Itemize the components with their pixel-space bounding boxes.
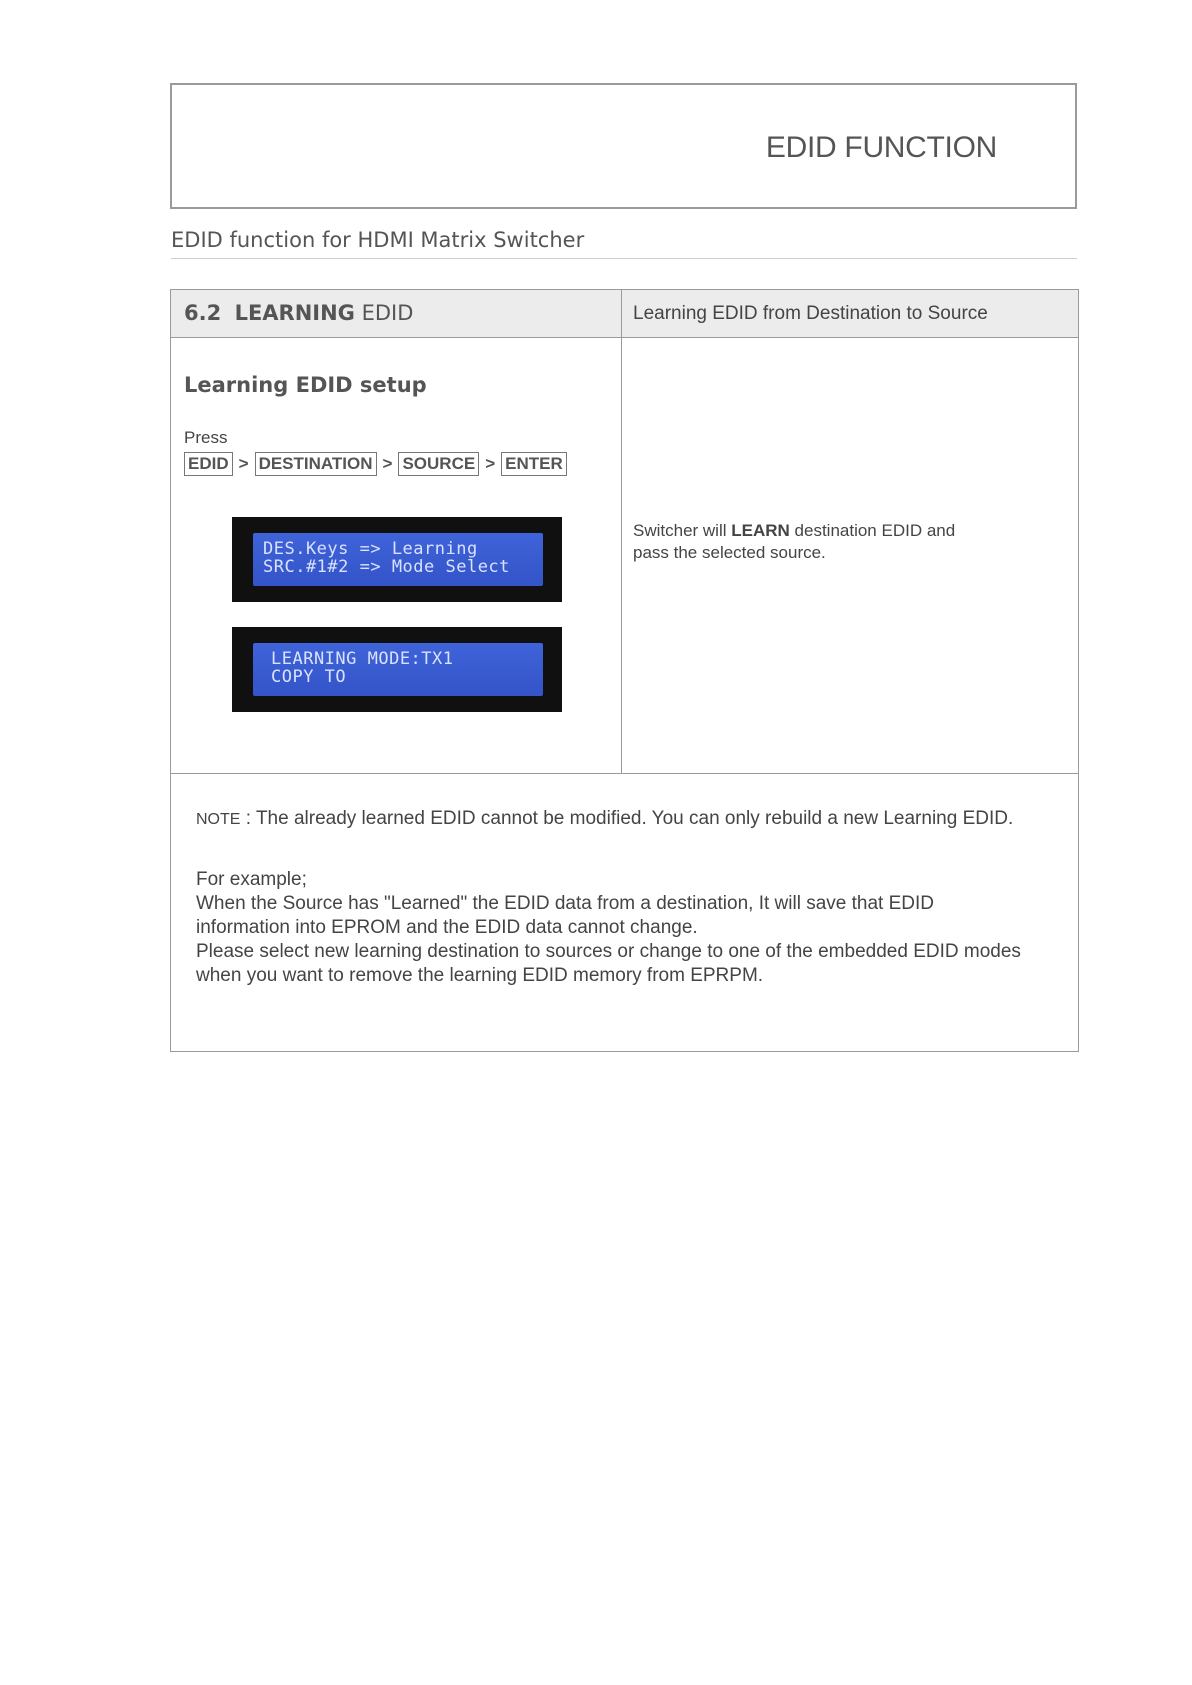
document-subtitle: EDID function for HDMI Matrix Switcher — [171, 228, 585, 252]
lcd-display-1 — [232, 517, 562, 602]
lcd-line-2: SRC.#1#2 => Mode Select — [263, 557, 510, 577]
setup-title: Learning EDID setup — [184, 373, 427, 397]
key-separator: > — [485, 454, 496, 473]
lcd-screen — [253, 533, 543, 586]
right-body-bold: LEARN — [731, 521, 790, 540]
example-block — [196, 868, 1066, 988]
section-title-rest: EDID — [361, 301, 414, 325]
example-line: For example; — [196, 869, 307, 890]
section-number: 6.2 — [184, 301, 222, 325]
section-right-body — [633, 520, 955, 564]
key-separator: > — [382, 454, 393, 473]
example-line: Please select new learning destination to sources or change to one of the embedded EDID modes — [196, 941, 1021, 962]
key-destination: DESTINATION — [255, 452, 377, 476]
header-box — [170, 83, 1077, 209]
note-label: NOTE — [196, 811, 241, 828]
key-source: SOURCE — [398, 452, 479, 476]
lcd-line-2: COPY TO — [271, 667, 347, 687]
right-body-text: destination EDID and — [789, 521, 956, 540]
lcd-display-2 — [232, 627, 562, 712]
lcd-line-1: DES.Keys => Learning — [263, 539, 478, 559]
lcd-screen — [253, 643, 543, 696]
key-sequence — [184, 452, 567, 476]
section-row-divider — [171, 773, 1078, 774]
page-title: EDID FUNCTION — [765, 131, 997, 164]
example-line: when you want to remove the learning EDID memory from EPRPM. — [196, 965, 764, 986]
key-edid: EDID — [184, 452, 233, 476]
key-enter: ENTER — [501, 452, 567, 476]
note — [196, 808, 1066, 830]
press-label: Press — [184, 428, 228, 447]
note-text: : The already learned EDID cannot be modified. You can only rebuild a new Learning EDID. — [240, 808, 1014, 829]
learning-edid-section — [170, 289, 1079, 1052]
section-title-bold: LEARNING — [234, 301, 355, 325]
example-line: information into EPROM and the EDID data cannot change. — [196, 917, 698, 938]
example-line: When the Source has "Learned" the EDID data from a destination, It will save that EDID — [196, 893, 934, 914]
section-right-heading: Learning EDID from Destination to Source — [633, 303, 988, 324]
lcd-line-1: LEARNING MODE:TX1 — [271, 649, 454, 669]
right-body-text: Switcher will — [633, 521, 732, 540]
section-title — [184, 301, 413, 325]
key-separator: > — [238, 454, 249, 473]
subtitle-divider — [171, 258, 1077, 259]
right-body-line-2: pass the selected source. — [633, 543, 826, 562]
column-divider — [621, 290, 622, 773]
